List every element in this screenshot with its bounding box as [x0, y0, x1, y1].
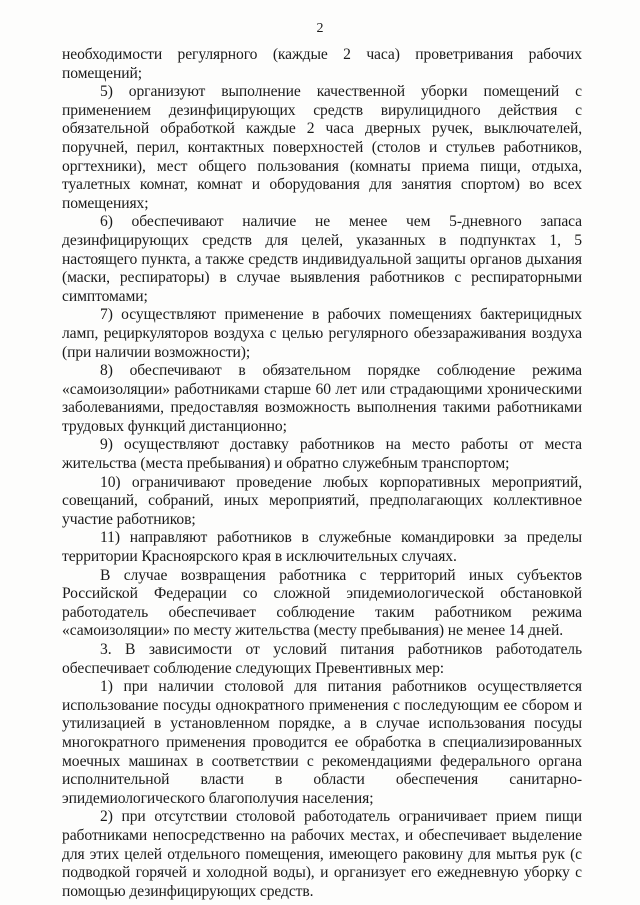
- paragraph-item-7: 7) осуществляют применение в рабочих помещениях бактерицидных ламп, рециркуляторов воздуха с целью регулярного обеззараживания воздуха (при наличии возможности);: [62, 306, 582, 361]
- paragraph-item-5: 5) организуют выполнение качественной уборки помещений с применением дезинфицирующих средств вирулицидного действия с обязательной обработкой каждые 2 часа дверных ручек, выключателей, поручней, перил, контактных поверхностей (столов и стульев работников, оргтехники), мест общего пользования (комнаты приема пищи, отдыха, туалетных комнат, комнат и оборудования для занятия спортом) во всех помещениях;: [62, 83, 582, 212]
- paragraph-continuation: необходимости регулярного (каждые 2 часа) проветривания рабочих помещений;: [62, 46, 582, 82]
- paragraph-item-10: 10) ограничивают проведение любых корпоративных мероприятий, совещаний, собраний, иных мероприятий, предполагающих коллективное участие работников;: [62, 473, 582, 528]
- page-number: 2: [316, 21, 324, 36]
- document-body: [62, 46, 582, 901]
- paragraph-item-8: 8) обеспечивают в обязательном порядке соблюдение режима «самоизоляции» работниками старше 60 лет или страдающими хроническими заболеваниями, предоставляя возможность выполнения такими работниками трудовых функций дистанционно;: [62, 362, 582, 435]
- paragraph-section-3: 3. В зависимости от условий питания работников работодатель обеспечивает соблюдение следующих Превентивных мер:: [62, 641, 582, 677]
- paragraph-canteen-2: 2) при отсутствии столовой работодатель ограничивает прием пищи работниками непосредственно на рабочих местах, и обеспечивает выделение для этих целей отдельного помещения, имеющего раковину для мытья рук (с подводкой горячей и холодной воды), и организует его ежедневную уборку с помощью дезинфицирующих средств.: [62, 808, 582, 900]
- paragraph-item-9: 9) осуществляют доставку работников на место работы от места жительства (места пребывания) и обратно служебным транспортом;: [62, 436, 582, 473]
- paragraph-item-6: 6) обеспечивают наличие не менее чем 5-дневного запаса дезинфицирующих средств для целей, указанных в подпунктах 1, 5 настоящего пункта, а также средств индивидуальной защиты органов дыхания (маски, респираторы) в случае выявления работников с респираторными симптомами;: [62, 213, 582, 305]
- paragraph-canteen-1: 1) при наличии столовой для питания работников осуществляется использование посуды однократного применения с последующим ее сбором и утилизацией в установленном порядке, а в случае использования посуды многократного применения проводится ее обработка в специализированных моечных машинах в соответствии с рекомендациями федерального органа исполнительной власти в области обеспечения санитарно-эпидемиологического благополучия населения;: [62, 678, 582, 807]
- paragraph-return-self-isolation: В случае возвращения работника с территорий иных субъектов Российской Федерации со сложной эпидемиологической обстановкой работодатель обеспечивает соблюдение таким работником режима «самоизоляции» по месту жительства (месту пребывания) не менее 14 дней.: [62, 566, 582, 640]
- paragraph-item-11: 11) направляют работников в служебные командировки за пределы территории Красноярского края в исключительных случаях.: [62, 529, 582, 566]
